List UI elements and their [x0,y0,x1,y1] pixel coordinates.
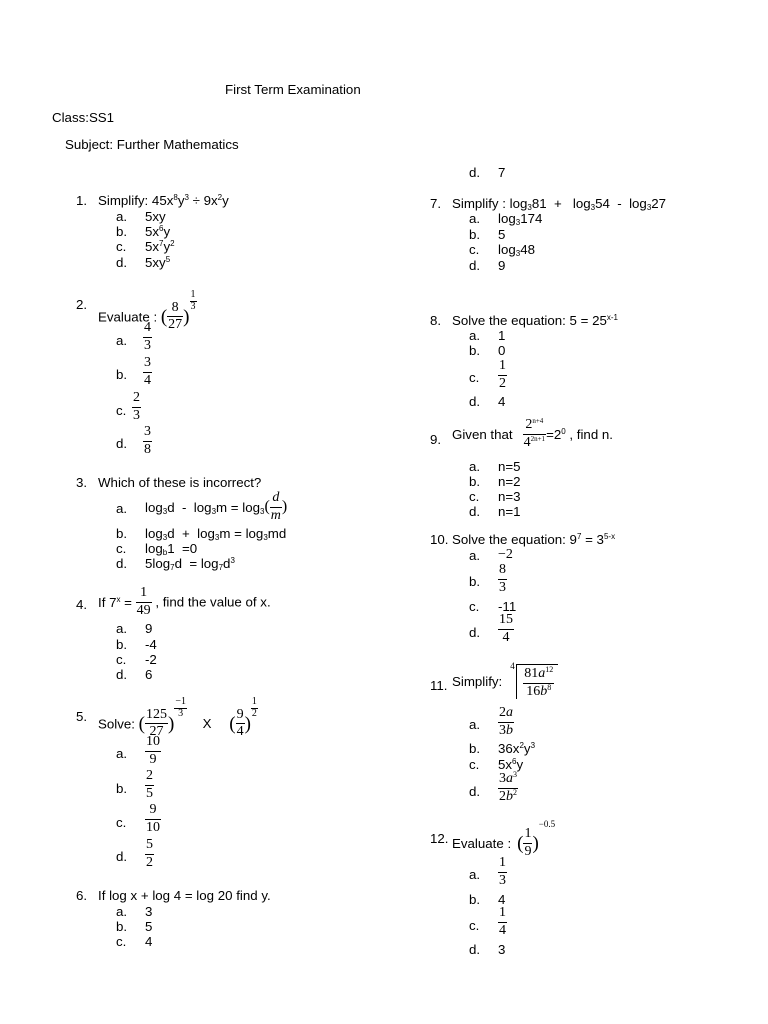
q2-option-b-letter: b. [116,367,128,382]
q4-option-a: 9 [145,621,153,636]
q4-option-a-letter: a. [116,621,128,636]
q6-number: 6. [76,888,88,903]
q3-option-b-letter: b. [116,526,128,541]
q8-option-c-letter: c. [469,370,480,385]
q7-option-a-letter: a. [469,211,481,226]
q4-option-b: -4 [145,637,157,652]
q10-number: 10. [430,532,449,547]
q4-option-d: 6 [145,667,153,682]
q1-option-d-letter: d. [116,255,128,270]
q12-option-b: 4 [498,892,506,907]
q5-number: 5. [76,709,88,724]
q7-option-b-letter: b. [469,227,481,242]
q1-option-d: $5xy^5$ [145,255,171,270]
q11-option-c: $5x^6y$ [498,757,524,772]
q8-prompt: Solve the equation: $5 = 25^{x-1}$ [452,313,619,328]
q5-option-b-letter: b. [116,781,128,796]
q6-option-a: 3 [145,904,153,919]
q9-option-c-letter: c. [469,489,480,504]
q9-option-b-letter: b. [469,474,481,489]
exam-title: First Term Examination [225,82,361,97]
q6-option-d-letter: d. [469,165,481,180]
q1-prompt: Simplify: $45x^8y^3 \div 9x^2y$ [98,193,229,208]
q8-option-a-letter: a. [469,328,481,343]
q12-option-d-letter: d. [469,942,481,957]
q6-option-c: 4 [145,934,153,949]
q2-option-c-letter: c. [116,403,127,418]
q10-prompt: Solve the equation: $9^7 = 3^{5-x}$ [452,532,616,547]
q11-option-a: $\frac{2a}{3b}$ [499,705,513,738]
q2-number: 2. [76,297,88,312]
q3-option-a-letter: a. [116,501,128,516]
q9-option-b: n=2 [498,474,521,489]
q10-option-d-letter: d. [469,625,481,640]
q11-option-a-letter: a. [469,717,481,732]
q4-option-c: -2 [145,652,157,667]
q8-option-b: 0 [498,343,506,358]
q8-number: 8. [430,313,442,328]
q12-option-a: $\frac{1}{3}$ [499,855,506,888]
q6-option-d: 7 [498,165,506,180]
q6-option-a-letter: a. [116,904,128,919]
q4-option-c-letter: c. [116,652,127,667]
q8-option-d: 4 [498,394,506,409]
q9-prompt: Given that $\frac{2^{n+4}}{4^{2n+1}}$ $=2^0$ , find n. [452,417,614,450]
q12-option-a-letter: a. [469,867,481,882]
q6-option-b: 5 [145,919,153,934]
q5-option-c: $\frac{9}{10}$ [146,802,160,835]
q9-option-d-letter: d. [469,504,481,519]
q10-option-d: $\frac{15}{4}$ [499,612,513,645]
q9-option-c: n=3 [498,489,521,504]
q6-prompt: If log x + log 4 = log 20 find y. [98,888,271,903]
q6-option-c-letter: c. [116,934,127,949]
q12-number: 12. [430,831,449,846]
q11-option-d: $\frac{3a^3}{2b^2}$ [499,770,517,804]
q2-option-a-letter: a. [116,333,128,348]
q1-option-b: $5x^6y$ [145,224,171,239]
q11-option-c-letter: c. [469,757,480,772]
q3-option-d: $5\log_7d = \log_7d^3$ [145,556,235,572]
q11-option-b: $36x^2y^3$ [498,741,536,756]
q12-option-d: 3 [498,942,506,957]
q9-number: 9. [430,432,442,447]
q5-option-d-letter: d. [116,849,128,864]
q3-option-d-letter: d. [116,556,128,571]
q7-option-d-letter: d. [469,258,481,273]
q5-option-a-letter: a. [116,746,128,761]
q12-option-b-letter: b. [469,892,481,907]
q10-option-b-letter: b. [469,574,481,589]
q12-option-c: $\frac{1}{4}$ [499,905,506,938]
q4-option-b-letter: b. [116,637,128,652]
q3-option-a: $\log_3d - \log_3m = \log_3$( $\frac{d}{m}$ ) [145,490,288,523]
q2-option-b: $\frac{3}{4}$ [144,355,151,388]
q8-option-d-letter: d. [469,394,481,409]
q10-option-a-letter: a. [469,548,481,563]
q9-option-a: n=5 [498,459,521,474]
q3-prompt: Which of these is incorrect? [98,475,262,490]
q5-option-b: $\frac{2}{5}$ [146,768,153,801]
q7-option-d: 9 [498,258,506,273]
q11-prompt: Simplify: 4 $\frac{81a^{12}}{16b^8}$ [452,664,558,699]
q5-prompt: Solve: ( $\frac{125}{27}$ ) $\frac{-1}{3}$ X ( $\frac{9}{4}$ ) $\frac{1}{2}$ [98,696,257,740]
q5-option-a: $\frac{10}{9}$ [146,734,160,767]
q7-option-b: 5 [498,227,506,242]
subject-label: Subject: Further Mathematics [65,137,239,152]
q2-prompt: Evaluate : ( $\frac{8}{27}$ ) $\frac{1}{3}$ [98,289,196,333]
q3-option-c-letter: c. [116,541,127,556]
q4-number: 4. [76,597,88,612]
q1-option-c: $5x^7y^2$ [145,239,175,254]
q2-option-d: $\frac{3}{8}$ [144,424,151,457]
q10-option-c-letter: c. [469,599,480,614]
q5-option-d: $\frac{5}{2}$ [146,837,153,870]
q3-number: 3. [76,475,88,490]
q11-number: 11. [430,678,448,693]
fourth-root-sign: 4 $\frac{81a^{12}}{16b^8}$ [516,664,558,699]
class-label: Class:SS1 [52,110,115,125]
q2-option-c: $\frac{2}{3}$ [133,390,140,423]
q9-option-d: n=1 [498,504,521,519]
q12-prompt: Evaluate : ( $\frac{1}{9}$ )$^{-0.5}$ [452,819,556,859]
q12-option-c-letter: c. [469,918,480,933]
q3-option-b: $\log_3d + \log_3m = \log_3md$ [145,526,287,542]
q7-option-c-letter: c. [469,242,480,257]
q4-option-d-letter: d. [116,667,128,682]
q10-option-b: $\frac{8}{3}$ [499,562,506,595]
q3-option-c: $\log_b1 =0$ [145,541,198,557]
q1-number: 1. [76,193,88,208]
q7-option-a: $\log_3174$ [498,211,543,227]
q6-option-b-letter: b. [116,919,128,934]
q1-option-b-letter: b. [116,224,128,239]
q1-option-a-letter: a. [116,209,128,224]
q8-option-c: $\frac{1}{2}$ [499,358,506,391]
q2-option-a: $\frac{4}{3}$ [144,320,151,353]
q1-option-c-letter: c. [116,239,127,254]
q11-option-d-letter: d. [469,784,481,799]
q10-option-c: -11 [498,599,517,614]
q2-option-d-letter: d. [116,436,128,451]
q7-option-c: $\log_348$ [498,242,535,258]
q11-option-b-letter: b. [469,741,481,756]
q1-option-a: 5xy [145,209,166,224]
q8-option-b-letter: b. [469,343,481,358]
q9-option-a-letter: a. [469,459,481,474]
q4-prompt: If $7^x$ = $\frac{1}{49}$ , find the value of x. [98,585,271,618]
q7-prompt: Simplify : $\log_381 + \log_354 - \log_327$ [452,196,667,212]
q5-option-c-letter: c. [116,815,127,830]
q8-option-a: 1 [498,328,506,343]
q7-number: 7. [430,196,442,211]
q10-option-a: −2 [498,547,513,562]
